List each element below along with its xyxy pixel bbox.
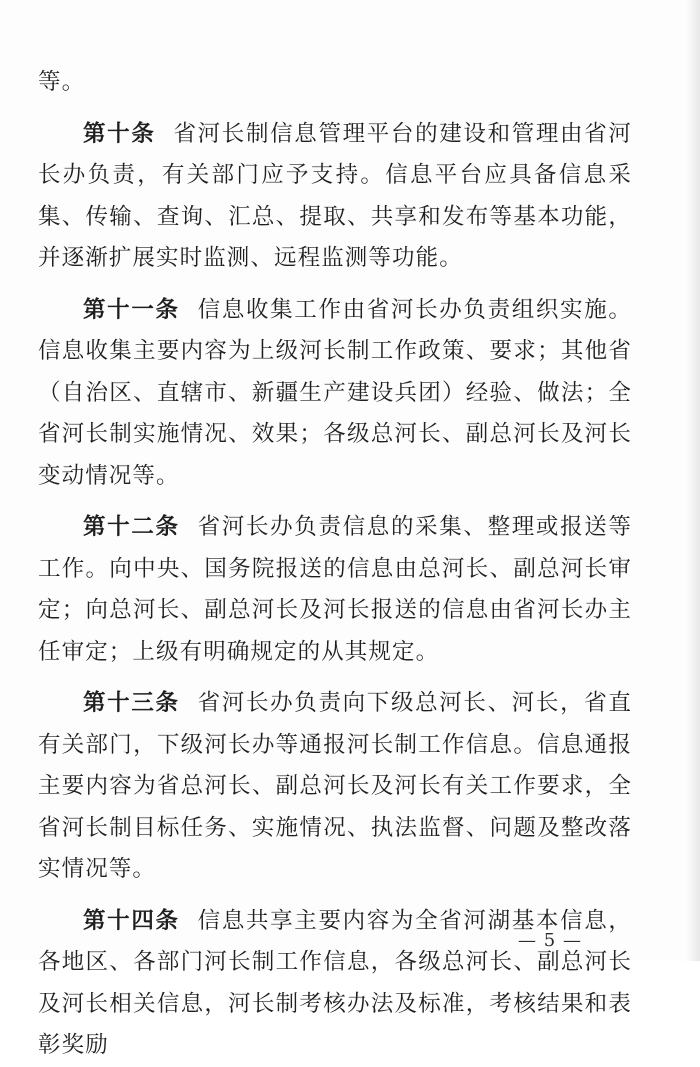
intro-tail-text: 等。 <box>38 69 86 95</box>
article-10-text: 省河长制信息管理平台的建设和管理由省河长办负责，有关部门应予支持。信息平台应具备信息采集、传输、查询、汇总、提取、共享和发布等基本功能，并逐渐扩展实时监测、远程监测等功能。 <box>38 120 632 271</box>
article-14-text: 信息共享主要内容为全省河湖基本信息，各地区、各部门河长制工作信息，各级总河长、副总河长及河长相关信息，河长制考核办法及标准，考核结果和表彰奖励 <box>38 907 632 1058</box>
page-number: — 5 — <box>518 930 582 951</box>
article-13-text: 省河长办负责向下级总河长、河长，省直有关部门，下级河长办等通报河长制工作信息。信息通报主要内容为省总河长、副总河长及河长有关工作要求，全省河长制目标任务、实施情况、执法监督、问题及整改落实情况等。 <box>38 690 632 882</box>
article-13-label: 第十三条 <box>83 690 180 716</box>
article-12-text: 省河长办负责信息的采集、整理或报送等工作。向中央、国务院报送的信息由总河长、副总河长审定；向总河长、副总河长及河长报送的信息由省河长办主任审定；上级有明确规定的从其规定。 <box>38 514 632 665</box>
article-14 <box>38 901 632 1067</box>
page-edge-shadow <box>686 0 700 961</box>
article-10-label: 第十条 <box>83 120 156 147</box>
article-11-text: 信息收集工作由省河长办负责组织实施。信息收集主要内容为上级河长制工作政策、要求；其他省（自治区、直辖市、新疆生产建设兵团）经验、做法；全省河长制实施情况、效果；各级总河长、副总河长及河长变动情况等。 <box>38 296 632 489</box>
article-12 <box>38 507 632 673</box>
article-13 <box>38 683 632 891</box>
article-10 <box>38 114 632 280</box>
article-11 <box>38 290 632 498</box>
article-11-label: 第十一条 <box>83 296 180 323</box>
document-body <box>38 62 632 1067</box>
article-14-label: 第十四条 <box>83 907 180 934</box>
article-12-label: 第十二条 <box>83 514 180 540</box>
